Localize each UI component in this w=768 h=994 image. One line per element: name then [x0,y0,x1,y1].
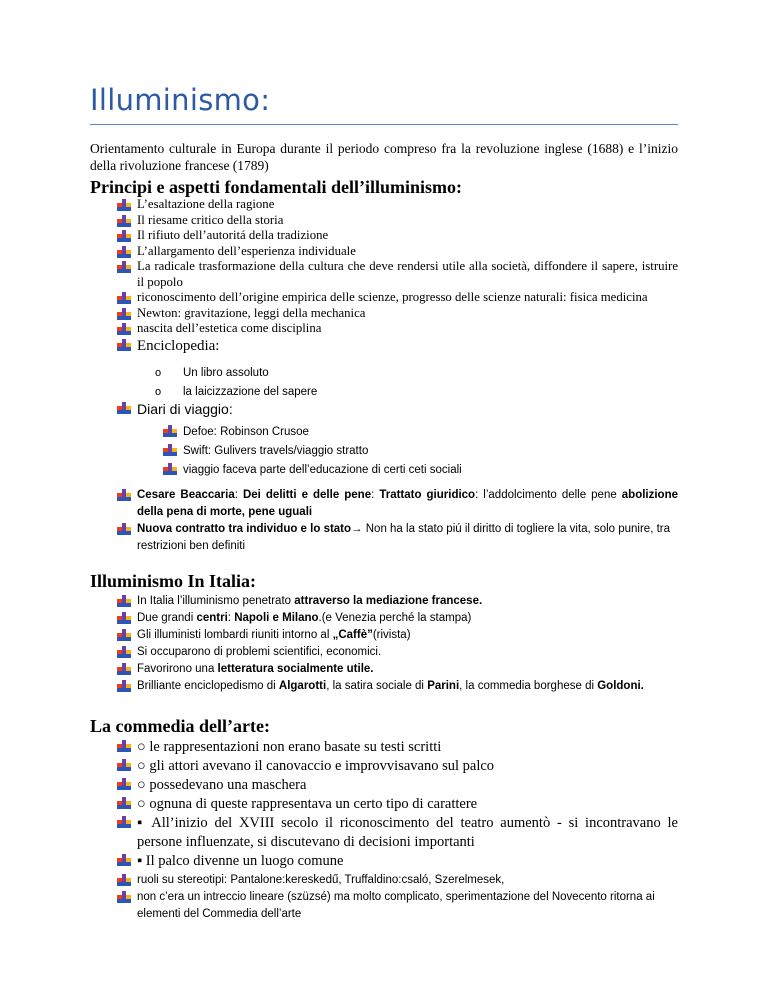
list-item: ruoli su stereotipi: Pantalone:kereskedű, Truffaldino:csaló, Szerelmesek, [137,872,678,889]
section-heading-italia: Illuminismo In Italia: [90,571,257,591]
sub-item: o la laicizzazione del sapere [183,383,663,402]
bullet-icon [117,740,131,753]
list-item: Defoe: Robinson Crusoe [183,423,673,442]
bullet-icon [117,323,131,336]
list-item: Nuova contratto tra individuo e lo stato→ Non ha la stato piú il diritto di togliere la vita, solo punire, tra restrizioni ben definiti [137,521,678,555]
list-item: L’allargamento dell’esperienza individuale [137,244,678,260]
list-item: In Italia l’illuminismo penetrato attraverso la mediazione francese. [137,593,678,610]
bullet-icon [163,444,177,457]
bullet-icon [117,292,131,305]
bullet-icon [163,425,177,438]
list-item: La radicale trasformazione della cultura che deve rendersi utile alla società, diffondere il sapere, istruire il popolo [137,259,678,290]
list-item: non c’era un intreccio lineare (szüzsé) ma molto complicato, sperimentazione del Novecento ritorna ai elementi del Commedia dell’arte [137,889,678,923]
bullet-icon [117,230,131,243]
list-item: ○ gli attori avevano il canovaccio e improvvisavano sul palco [137,757,678,776]
list-item: Favorirono una letteratura socialmente utile. [137,661,678,678]
bullet-icon [117,215,131,228]
list-item: ○ le rappresentazioni non erano basate su testi scritti [137,738,678,757]
list-item: Il riesame critico della storia [137,213,678,229]
list-item: Newton: gravitazione, leggi della mechanica [137,306,678,322]
diari-sublist [183,423,673,480]
list-item: Enciclopedia: [137,337,678,356]
intro-paragraph: Orientamento culturale in Europa durante il periodo compreso fra la revoluzione inglese (1688) e l’inizio della rivoluzione francese (1789) [90,141,678,173]
sub-item: o Un libro assoluto [183,364,663,383]
list-item: Si occuparono di problemi scientifici, economici. [137,644,678,661]
title-underline [90,124,678,125]
list-item: ○ possedevano una maschera [137,776,678,795]
bullet-icon [117,797,131,810]
enciclopedia-sublist [155,364,663,402]
beccaria-list [137,487,678,555]
list-item: Due grandi centri: Napoli e Milano.(e Venezia perché la stampa) [137,610,678,627]
bullet-icon [117,891,131,904]
list-item: L’esaltazione della ragione [137,197,678,213]
principi-list [137,197,678,356]
bullet-icon [117,778,131,791]
bullet-icon [117,646,131,659]
list-item: Swift: Gulivers travels/viaggio stratto [183,442,673,461]
page-title: Illuminismo: [90,83,271,117]
circle-bullet-icon: o [155,367,162,379]
list-item: Il rifiuto dell’autoritá della tradizione [137,228,678,244]
bullet-icon [117,489,131,502]
bullet-icon [117,680,131,693]
bullet-icon [117,199,131,212]
bullet-icon [117,629,131,642]
list-item: nascita dell’estetica come disciplina [137,321,678,337]
list-item: viaggio faceva parte dell’educazione di certi ceti sociali [183,461,673,480]
bullet-icon [117,246,131,259]
list-item: ▪ All’inizio del XVIII secolo il riconoscimento del teatro aumentò - si incontravano le persone influenzate, si discutevano di decisioni importanti [137,814,678,852]
bullet-icon [117,854,131,867]
bullet-icon [117,308,131,321]
list-item: Cesare Beaccaria: Dei delitti e delle pene: Trattato giuridico: l’addolcimento delle pene abolizione della pena di morte, pene uguali [137,487,678,521]
list-item: Gli illuministi lombardi riuniti intorno al „Caffè”(rivista) [137,627,678,644]
list-item: riconoscimento dell’origine empirica delle scienze, progresso delle scienze naturali: fisica medicina [137,290,678,306]
bullet-icon [117,663,131,676]
bullet-icon [117,612,131,625]
italia-list [137,593,678,695]
bullet-icon [117,261,131,274]
circle-bullet-icon: o [155,386,162,398]
list-item: ○ ognuna di queste rappresentava un certo tipo di carattere [137,795,678,814]
commedia-list-sans [137,872,678,923]
bullet-icon [117,523,131,536]
list-item: Diari di viaggio: [137,400,678,419]
bullet-icon [117,816,131,829]
section-heading-commedia: La commedia dell’arte: [90,716,270,736]
bullet-icon [117,339,131,352]
commedia-list [137,738,678,871]
bullet-icon [117,874,131,887]
diari-list [137,400,678,419]
bullet-icon [163,463,177,476]
list-item: ▪ Il palco divenne un luogo comune [137,852,678,871]
list-item: Brilliante enciclopedismo di Algarotti, la satira sociale di Parini, la commedia borghese di Goldoni. [137,678,678,695]
bullet-icon [117,402,131,415]
bullet-icon [117,595,131,608]
bullet-icon [117,759,131,772]
section-heading-principi: Principi e aspetti fondamentali dell’illuminismo: [90,177,462,197]
